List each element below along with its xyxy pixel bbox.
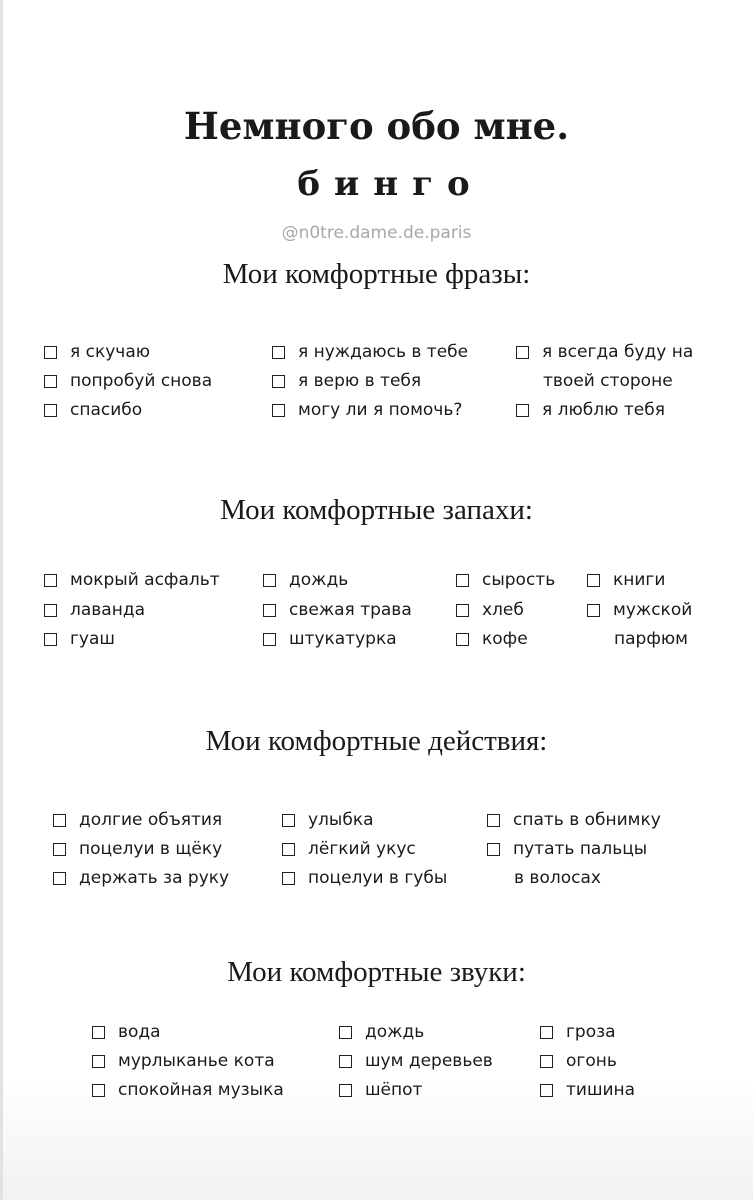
checkbox-icon[interactable] [44,633,57,646]
checkbox-icon[interactable] [282,814,295,827]
checkbox-item[interactable] [587,600,692,620]
checkbox-item[interactable] [263,629,397,649]
checkbox-icon[interactable] [540,1026,553,1039]
item-label: держать за руку [79,868,230,888]
page-subtitle: бинго [297,164,484,204]
item-label: кофе [482,629,528,649]
checkbox-item[interactable] [44,342,150,362]
section-title-smells: Мои комфортные запахи: [220,494,533,526]
checkbox-item[interactable] [587,570,665,590]
checkbox-item[interactable] [263,600,412,620]
section-title-sounds: Мои комфортные звуки: [227,956,526,988]
checkbox-item[interactable] [339,1051,493,1071]
checkbox-icon[interactable] [92,1084,105,1097]
checkbox-icon[interactable] [487,843,500,856]
checkbox-icon[interactable] [456,604,469,617]
checkbox-item[interactable] [540,1022,616,1042]
checkbox-icon[interactable] [587,574,600,587]
checkbox-icon[interactable] [272,375,285,388]
checkbox-icon[interactable] [456,574,469,587]
checkbox-icon[interactable] [92,1055,105,1068]
item-label: гуаш [70,629,115,649]
item-label: спать в обнимку [513,810,661,830]
checkbox-item[interactable] [263,570,348,590]
checkbox-icon[interactable] [516,404,529,417]
checkbox-item[interactable] [487,810,661,830]
item-label: улыбка [308,810,374,830]
item-label: тишина [566,1080,636,1100]
checkbox-icon[interactable] [587,604,600,617]
item-label: хлеб [482,600,524,620]
checkbox-icon[interactable] [487,814,500,827]
checkbox-icon[interactable] [339,1026,352,1039]
checkbox-item[interactable] [339,1080,422,1100]
checkbox-item[interactable] [272,342,468,362]
checkbox-item[interactable] [44,600,145,620]
item-label: спасибо [70,400,143,420]
item-label: дождь [289,570,349,590]
item-label: свежая трава [289,600,412,620]
checkbox-item[interactable] [53,839,222,859]
item-label: я люблю тебя [542,400,665,420]
checkbox-item[interactable] [456,570,555,590]
item-label: поцелуи в щёку [79,839,223,859]
checkbox-item[interactable] [339,1022,424,1042]
checkbox-icon[interactable] [540,1055,553,1068]
item-label: попробуй снова [70,371,213,391]
page-title: Немного обо мне. [183,104,570,148]
item-label: гроза [566,1022,616,1042]
checkbox-icon[interactable] [339,1084,352,1097]
item-label-continuation: твоей стороне [543,371,673,391]
item-label: мокрый асфальт [70,570,220,590]
item-label: штукатурка [289,629,397,649]
checkbox-item[interactable] [456,629,528,649]
item-label: мужской [613,600,693,620]
section-title-phrases: Мои комфортные фразы: [222,258,531,290]
checkbox-item[interactable] [44,371,212,391]
checkbox-icon[interactable] [263,604,276,617]
checkbox-item[interactable] [272,371,421,391]
item-label-continuation: парфюм [614,629,688,649]
checkbox-item[interactable] [487,839,647,859]
author-handle: @n0tre.dame.de.paris [281,223,472,243]
checkbox-icon[interactable] [53,872,66,885]
item-label: шум деревьев [365,1051,493,1071]
checkbox-item[interactable] [53,810,222,830]
checkbox-icon[interactable] [282,872,295,885]
checkbox-item[interactable] [540,1080,635,1100]
checkbox-icon[interactable] [263,633,276,646]
checkbox-item[interactable] [92,1022,161,1042]
item-label: шёпот [365,1080,423,1100]
checkbox-icon[interactable] [53,843,66,856]
checkbox-icon[interactable] [44,574,57,587]
item-label: путать пальцы [513,839,648,859]
checkbox-icon[interactable] [282,843,295,856]
item-label: дождь [365,1022,425,1042]
section-title-actions: Мои комфортные действия: [205,725,548,757]
checkbox-item[interactable] [53,868,229,888]
item-label: я нуждаюсь в тебе [298,342,469,362]
item-label: вода [118,1022,161,1042]
checkbox-item[interactable] [456,600,524,620]
item-label: книги [613,570,666,590]
checkbox-item[interactable] [44,570,220,590]
checkbox-item[interactable] [282,839,416,859]
checkbox-item[interactable] [516,400,665,420]
checkbox-item[interactable] [540,1051,617,1071]
item-label: сырость [482,570,556,590]
item-label: долгие объятия [79,810,223,830]
checkbox-item[interactable] [272,400,462,420]
item-label: лёгкий укус [308,839,416,859]
checkbox-icon[interactable] [44,604,57,617]
item-label: огонь [566,1051,617,1071]
item-label: мурлыканье кота [118,1051,275,1071]
checkbox-icon[interactable] [272,346,285,359]
checkbox-item[interactable] [44,629,115,649]
checkbox-item[interactable] [282,810,374,830]
checkbox-icon[interactable] [456,633,469,646]
item-label: я верю в тебя [298,371,422,391]
checkbox-icon[interactable] [44,346,57,359]
checkbox-icon[interactable] [272,404,285,417]
item-label: я скучаю [70,342,151,362]
checkbox-icon[interactable] [516,346,529,359]
checkbox-icon[interactable] [44,375,57,388]
checkbox-icon[interactable] [44,404,57,417]
checkbox-icon[interactable] [540,1084,553,1097]
item-label: могу ли я помочь? [298,400,463,420]
checkbox-item[interactable] [282,868,447,888]
item-label: лаванда [70,600,146,620]
checkbox-item[interactable] [44,400,142,420]
item-label: я всегда буду на [542,342,694,362]
item-label: поцелуи в губы [308,868,448,888]
checkbox-icon[interactable] [53,814,66,827]
checkbox-item[interactable] [92,1051,275,1071]
checkbox-icon[interactable] [339,1055,352,1068]
item-label-continuation: в волосах [514,868,601,888]
checkbox-item[interactable] [516,342,693,362]
checkbox-icon[interactable] [263,574,276,587]
checkbox-icon[interactable] [92,1026,105,1039]
checkbox-item[interactable] [92,1080,284,1100]
item-label: спокойная музыка [118,1080,284,1100]
